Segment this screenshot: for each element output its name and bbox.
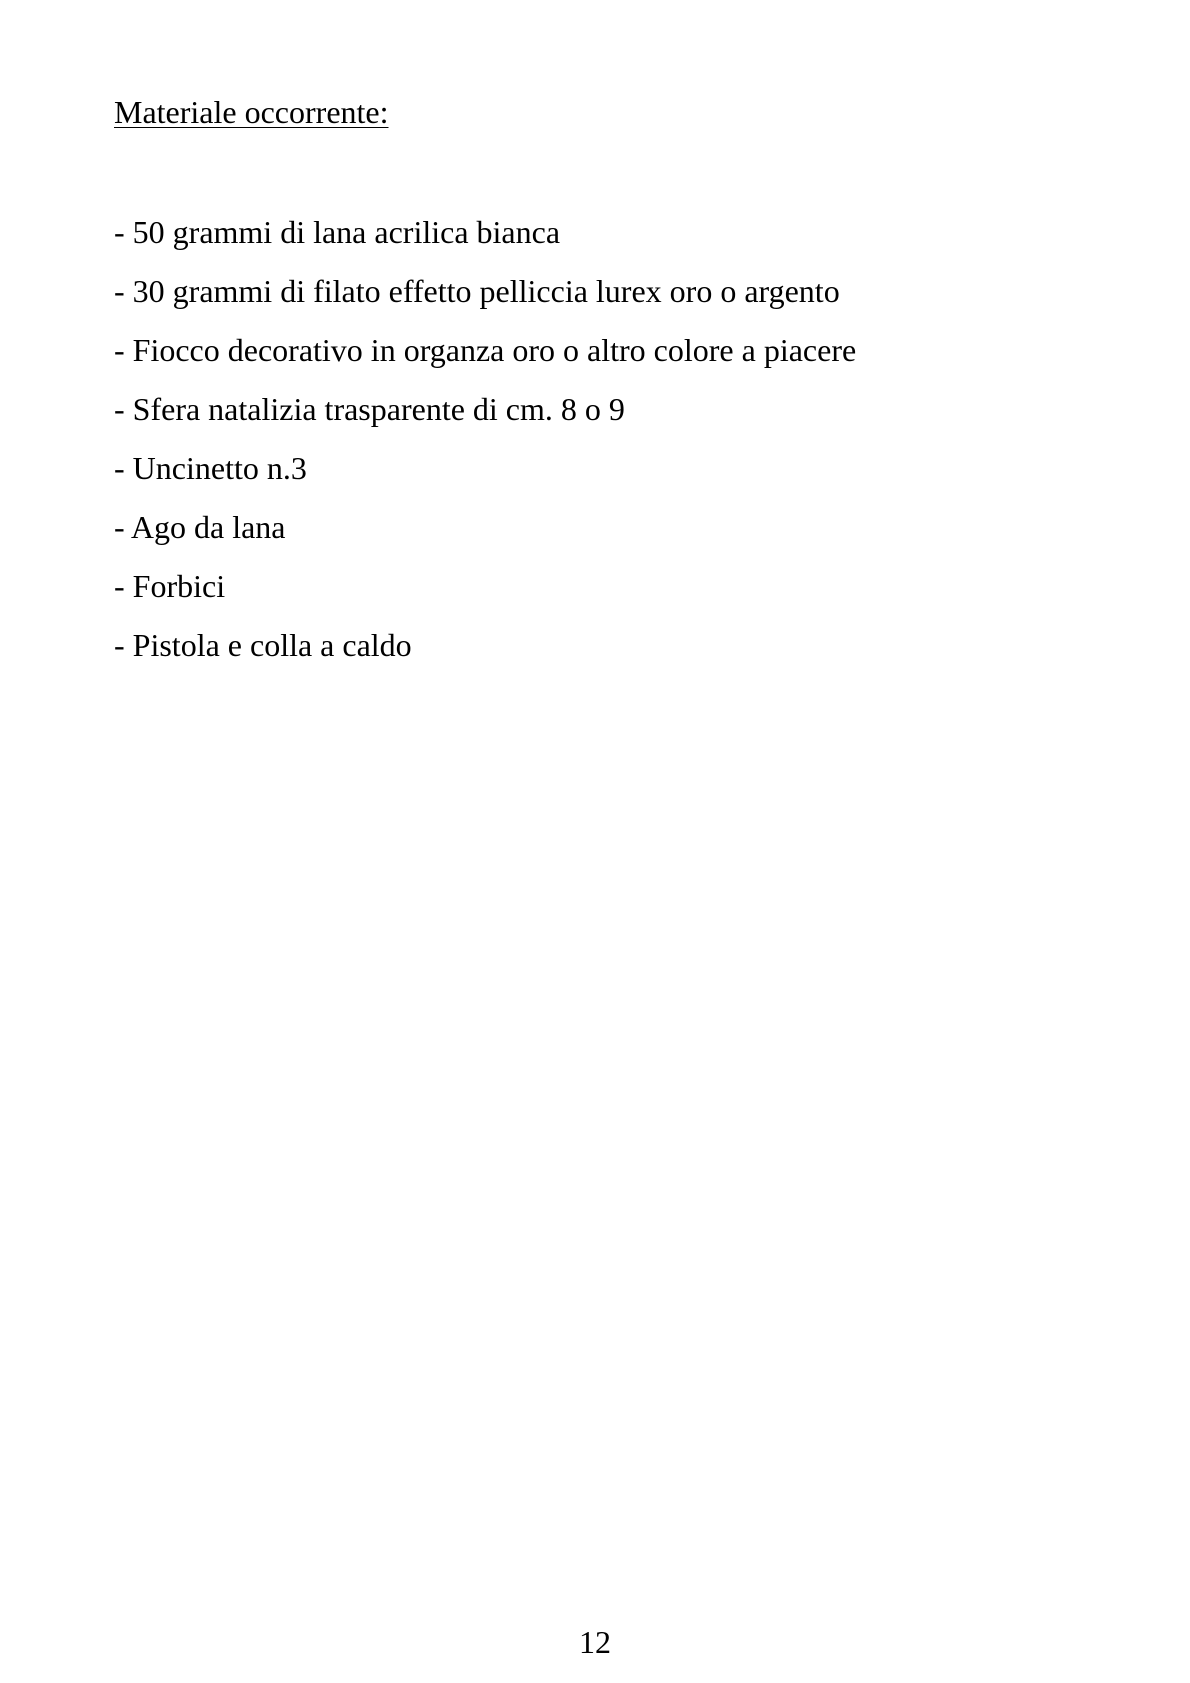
list-item: - Pistola e colla a caldo: [114, 627, 412, 663]
list-item: - Forbici: [114, 568, 226, 604]
list-item: - Uncinetto n.3: [114, 450, 307, 486]
materials-heading: Materiale occorrente:: [114, 94, 389, 130]
page-number: 12: [579, 1624, 611, 1660]
list-item: - 30 grammi di filato effetto pelliccia lurex oro o argento: [114, 273, 840, 309]
list-item: - 50 grammi di lana acrilica bianca: [114, 214, 561, 250]
list-item: - Fiocco decorativo in organza oro o altro colore a piacere: [114, 332, 857, 368]
materials-list: [114, 212, 856, 684]
list-item: - Ago da lana: [114, 509, 286, 545]
list-item: - Sfera natalizia trasparente di cm. 8 o 9: [114, 391, 625, 427]
